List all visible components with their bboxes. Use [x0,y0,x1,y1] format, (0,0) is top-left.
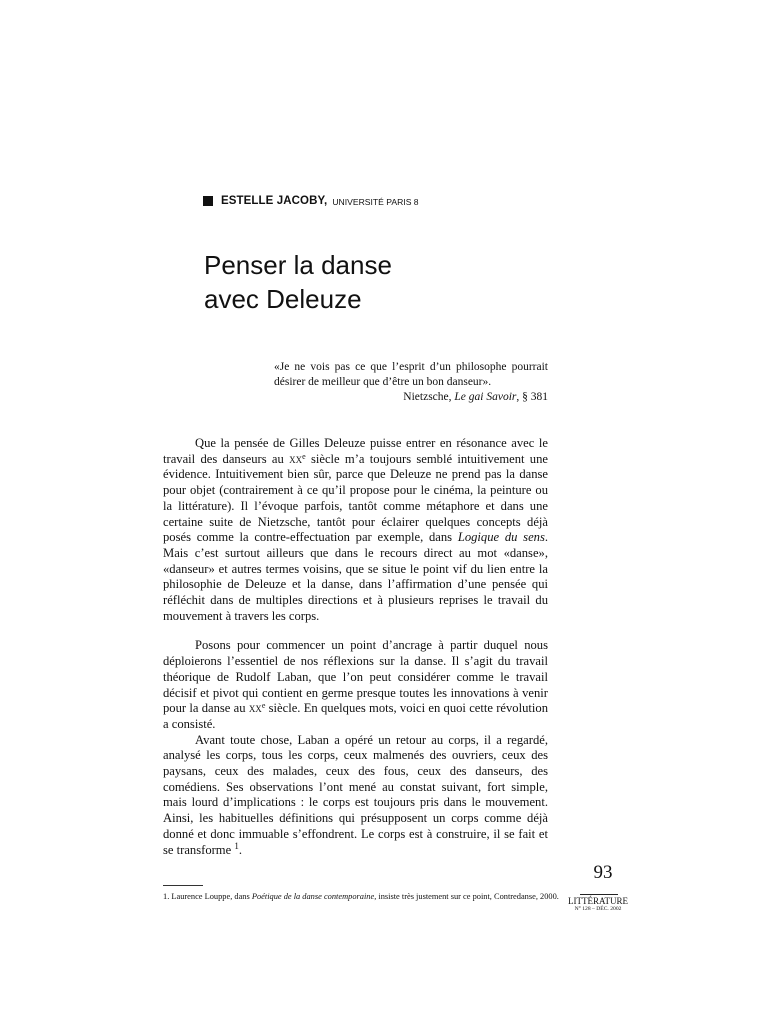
paragraph-2-text-b: siècle. En quelques mots, voici en quoi cette révolution a consisté. [163,701,548,731]
epigraph-source-author: Nietzsche, [403,391,452,403]
author-line [203,194,419,208]
journal-rule [580,894,618,895]
paragraph-2-text-a: Posons pour commencer un point d’ancrage à partir duquel nous déploierons l’essentiel de nos réflexions sur la danse. Il s’agit du travail théorique de Rudolf Laban, que l’on peut considérer comme le travail décisif et pivot qui contient en germe presque toutes les innovations à venir pour la danse au [163,638,548,716]
footnote [163,891,563,903]
century-numeral: xx [248,701,262,716]
title-line-2: avec Deleuze [204,284,362,314]
bullet-square-icon [203,196,213,206]
epigraph [274,360,548,405]
journal-label [560,896,636,913]
title-line-1: Penser la danse [204,250,392,280]
book-title-logique-du-sens: Logique du sens [457,530,545,545]
journal-name: LITTÉRATURE [568,896,628,906]
paragraph-1-text-a: Que la pensée de Gilles Deleuze puisse entrer en résonance avec le travail des danseurs au [163,436,548,466]
footnote-text-a: 1. Laurence Louppe, dans [163,892,252,901]
footnote-reference[interactable]: 1 [234,840,239,851]
author-name: ESTELLE JACOBY, [221,195,328,207]
journal-issue: N° 128 – DÉC. 2002 [574,906,622,912]
epigraph-source [274,390,548,405]
epigraph-quote: «Je ne vois pas ce que l’esprit d’un philosophe pourrait désirer de meilleur que d’être un bon danseur». [274,361,548,388]
paragraph-2 [163,638,548,732]
paragraph-1 [163,436,548,624]
century-numeral: xx [289,451,303,466]
paragraph-3 [163,733,548,859]
article-title [204,248,624,316]
footnote-book-title: Poétique de la danse contemporaine [251,892,375,901]
author-affiliation: UNIVERSITÉ PARIS 8 [332,197,419,207]
century-superscript: e [302,451,306,461]
footnote-text-b: , insiste très justement sur ce point, Contredanse, 2000. [374,892,559,901]
paragraph-3-end: . [238,842,243,857]
page-number: 93 [593,862,613,883]
paragraph-1-text-b: siècle m’a toujours semblé intuitivement une évidence. Intuitivement bien sûr, parce que Deleuze ne prend pas la danse pour objet (contrairement à ce qu’il propose pour le cinéma, la peinture ou la littérature). Il l’évoque parfois, tantôt comme métaphore et dans une certaine suite de Nietzsche, tantôt pour éclairer quelques concepts déjà posés comme la contre-effectuation par exemple, dans [163,451,548,545]
paragraph-1-text-c: . Mais c’est surtout ailleurs que dans le recours direct au mot «danse», «danseur» et autres termes voisins, que se situe le point vif du lien entre la philosophie de Deleuze et la danse, dans l’affirmation d’une pensée qui réfléchit dans de multiples directions et à plusieurs reprises le travail du mouvement à travers les corps. [163,530,549,623]
paragraph-3-text: Avant toute chose, Laban a opéré un retour au corps, il a regardé, analysé les corps, tous les corps, ceux malmenés des ouvriers, ceux des paysans, ceux des malades, ceux des fous, ceux des danseurs, des comédiens. Ses observations l’ont mené au constat suivant, fort simple, mais lourd d’implications : le corps est toujours pris dans le mouvement. Ainsi, les habituelles définitions qui présupposent un corps comme déjà donné et donc immuable s’effondrent. Le corps est à construire, il se fait et se transforme [163,732,548,857]
century-superscript: e [261,701,266,711]
epigraph-source-ref: , § 381 [516,391,548,403]
epigraph-source-work: Le gai Savoir [454,391,517,403]
footnote-rule [163,885,203,886]
article-body [163,436,548,858]
